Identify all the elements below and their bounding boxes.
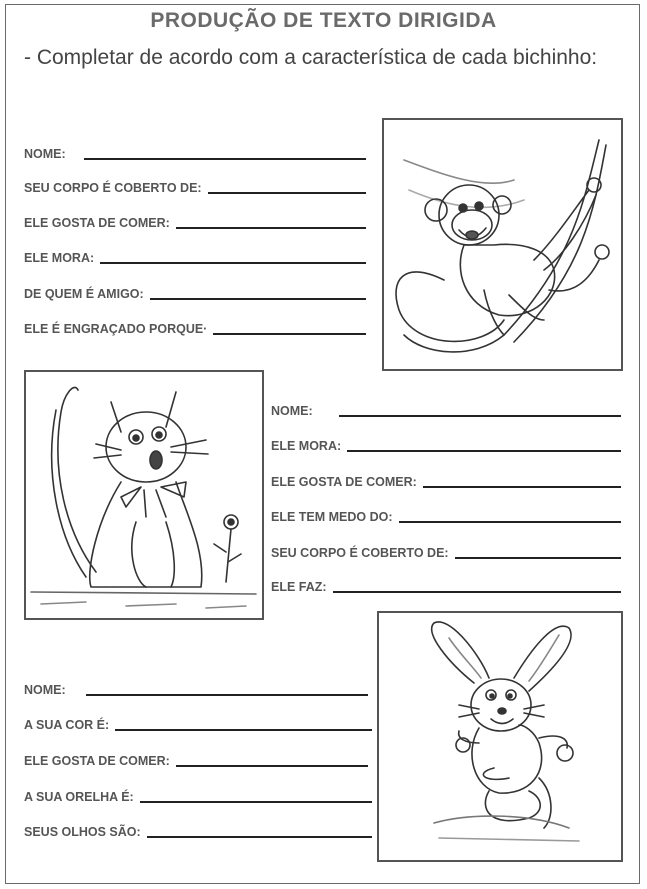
answer-line[interactable] [339,403,621,417]
cat-icon [26,372,262,618]
monkey-illustration [382,118,623,371]
field-label: ELE GOSTA DE COMER: [271,475,417,489]
field-label: A SUA COR É: [24,718,110,732]
cat-field-does [271,574,621,594]
cat-illustration [24,370,264,620]
answer-line[interactable] [423,474,621,488]
cat-field-body [271,540,621,560]
answer-line[interactable] [455,545,621,559]
monkey-field-friend [24,281,366,301]
monkey-field-food [24,210,366,230]
cat-field-fear [271,504,621,524]
answer-line[interactable] [176,753,368,767]
field-label: ELE MORA: [271,439,342,453]
answer-line[interactable] [347,438,621,452]
answer-line[interactable] [84,146,366,160]
answer-line[interactable] [100,250,366,264]
answer-line[interactable] [333,579,621,593]
rabbit-field-name [24,677,368,697]
rabbit-field-eyes [24,819,372,839]
answer-line[interactable] [213,321,366,335]
field-label: DE QUEM É AMIGO: [24,287,144,301]
rabbit-icon [379,613,621,860]
field-label: NOME: [271,404,313,418]
monkey-field-funny [24,316,366,336]
rabbit-field-ear [24,784,372,804]
answer-line[interactable] [147,824,372,838]
monkey-icon [384,120,621,369]
answer-line[interactable] [208,180,366,194]
rabbit-field-food [24,748,368,768]
field-label: A SUA ORELHA É: [24,790,134,804]
monkey-field-name [24,141,366,161]
worksheet-title: PRODUÇÃO DE TEXTO DIRIGIDA [150,9,497,32]
answer-line[interactable] [176,215,366,229]
field-label: ELE GOSTA DE COMER: [24,754,170,768]
rabbit-illustration [377,611,623,862]
answer-line[interactable] [399,509,621,523]
field-label: NOME: [24,683,66,697]
cat-field-food [271,469,621,489]
field-label: ELE MORA: [24,251,95,265]
monkey-field-home [24,245,366,265]
cat-field-name [271,398,621,418]
answer-line[interactable] [115,717,372,731]
field-label: ELE FAZ: [271,580,327,594]
field-label: ELE GOSTA DE COMER: [24,216,170,230]
field-label: ELE É ENGRAÇADO PORQUE· [24,322,208,336]
answer-line[interactable] [140,789,372,803]
field-label: SEU CORPO É COBERTO DE: [271,546,449,560]
answer-line[interactable] [86,682,368,696]
rabbit-field-color [24,712,372,732]
field-label: ELE TEM MEDO DO: [271,510,393,524]
cat-field-home [271,433,621,453]
answer-line[interactable] [150,286,366,300]
monkey-field-body [24,175,366,195]
field-label: SEUS OLHOS SÃO: [24,825,141,839]
field-label: NOME: [24,147,66,161]
worksheet-instruction: - Completar de acordo com a característica de cada bichinho: [24,46,598,69]
field-label: SEU CORPO É COBERTO DE: [24,181,202,195]
